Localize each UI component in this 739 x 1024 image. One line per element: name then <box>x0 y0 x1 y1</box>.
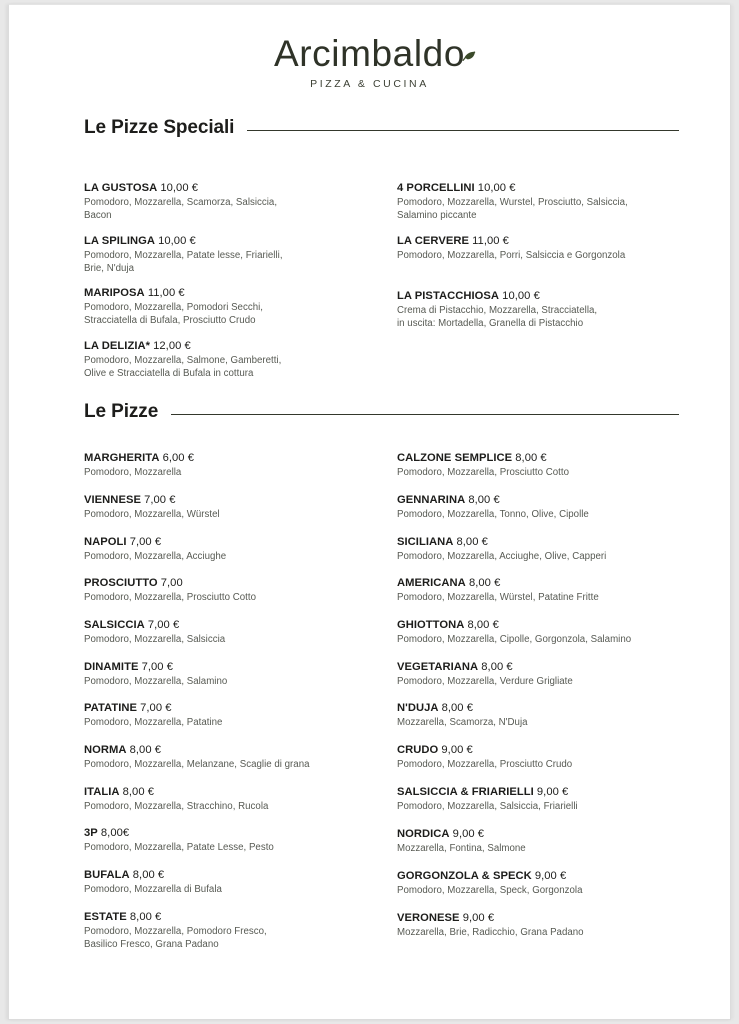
menu-item-name: AMERICANA <box>397 577 466 589</box>
menu-item-description-line: Pomodoro, Mozzarella di Bufala <box>84 884 222 895</box>
menu-item-description-line: Pomodoro, Mozzarella, Prosciutto Crudo <box>397 759 573 770</box>
menu-item-title <box>84 493 384 507</box>
menu-item-title <box>397 576 697 590</box>
menu-item-description-line: Pomodoro, Mozzarella, Acciughe, Olive, Capperi <box>397 551 607 562</box>
menu-item <box>397 181 697 222</box>
menu-item-price: 10,00 € <box>160 182 199 194</box>
menu-item-title <box>397 535 697 549</box>
menu-item-description <box>397 304 697 330</box>
menu-item-description-line: Pomodoro, Mozzarella, Patate Lesse, Pesto <box>84 842 274 853</box>
menu-item-description-line: Pomodoro, Mozzarella, Würstel, Patatine Fritte <box>397 592 599 603</box>
menu-item-name: CALZONE SEMPLICE <box>397 452 513 464</box>
menu-item <box>84 535 384 563</box>
menu-item <box>397 618 697 646</box>
menu-item-description <box>397 633 697 646</box>
menu-item <box>84 181 384 222</box>
menu-item-description-line: Basilico Fresco, Grana Padano <box>84 939 219 951</box>
menu-item-name: 4 PORCELLINI <box>397 182 475 194</box>
menu-item-description <box>397 884 697 897</box>
menu-item-title <box>397 289 697 303</box>
menu-item-title <box>397 234 697 248</box>
menu-item-name: NAPOLI <box>84 536 127 548</box>
section-divider <box>171 414 679 415</box>
section-le-pizze <box>84 401 679 951</box>
menu-item-description-line: Pomodoro, Mozzarella, Pomodoro Fresco, <box>84 926 267 937</box>
section-header <box>84 117 679 139</box>
menu-item-description <box>84 633 384 646</box>
menu-item-description-line: Olive e Stracciatella di Bufala in cottura <box>84 368 254 380</box>
menu-item <box>84 868 384 896</box>
menu-item-name: LA CERVERE <box>397 235 469 247</box>
menu-item-name: GHIOTTONA <box>397 619 465 631</box>
menu-item-description <box>84 675 384 688</box>
menu-item-description <box>397 800 697 813</box>
menu-item <box>397 535 697 563</box>
menu-item-title <box>84 535 384 549</box>
menu-page <box>8 4 731 1020</box>
menu-item-title <box>84 910 384 924</box>
menu-item <box>397 660 697 688</box>
menu-item-price: 7,00 € <box>140 702 172 714</box>
menu-item-title <box>397 660 697 674</box>
menu-item-description-line: Bacon <box>84 210 112 222</box>
menu-item-price: 8,00 € <box>515 452 547 464</box>
menu-item-price: 6,00 € <box>162 452 195 464</box>
menu-item-description-line: Pomodoro, Mozzarella, Pomodori Secchi, <box>84 302 263 313</box>
menu-item-name: LA GUSTOSA <box>84 182 158 194</box>
menu-item-description <box>397 758 697 771</box>
menu-item-description-line: Salamino piccante <box>397 210 477 222</box>
menu-item-description <box>84 466 384 479</box>
menu-item-name: VERONESE <box>397 912 460 924</box>
menu-item-price: 10,00 € <box>502 290 540 302</box>
menu-item-description-line: Pomodoro, Mozzarella, Tonno, Olive, Cipolle <box>397 509 589 520</box>
menu-item-description <box>84 883 384 896</box>
menu-item-description-line: Pomodoro, Mozzarella, Salsiccia, Friarielli <box>397 801 578 812</box>
menu-item-description <box>84 800 384 813</box>
logo-subtitle: PIZZA & CUCINA <box>310 78 429 90</box>
menu-item-name: N'DUJA <box>397 702 439 714</box>
menu-item-price: 8,00 € <box>468 577 501 589</box>
menu-item-description <box>84 550 384 563</box>
menu-item-title <box>84 576 384 590</box>
menu-item-description <box>397 716 697 729</box>
menu-item-description-line: Mozzarella, Brie, Radicchio, Grana Padano <box>397 927 584 938</box>
menu-item-price: 9,00 € <box>452 828 485 840</box>
menu-item-name: GORGONZOLA & SPECK <box>397 870 532 882</box>
menu-item-price: 8,00 € <box>481 661 513 673</box>
menu-item-description-line: Pomodoro, Mozzarella, Speck, Gorgonzola <box>397 885 583 896</box>
menu-item-price: 8,00 € <box>468 494 500 506</box>
menu-item-title <box>397 451 697 465</box>
menu-item-description <box>397 842 697 855</box>
menu-item-name: PATATINE <box>84 702 138 714</box>
menu-item-description-line: Pomodoro, Mozzarella, Würstel <box>84 509 220 520</box>
menu-item-description-line: Pomodoro, Mozzarella, Patate lesse, Friarielli, <box>84 250 283 261</box>
menu-item-title <box>397 911 697 925</box>
leaf-icon <box>457 44 479 66</box>
menu-item-description-line: Mozzarella, Scamorza, N'Duja <box>397 717 528 728</box>
menu-item-description <box>84 716 384 729</box>
section-header <box>84 401 679 423</box>
menu-item-description <box>397 196 697 222</box>
menu-item-description-line: Pomodoro, Mozzarella, Cipolle, Gorgonzola, Salamino <box>397 634 632 645</box>
menu-item-price: 9,00 € <box>534 870 567 882</box>
menu-item-title <box>397 618 697 632</box>
menu-item-price: 11,00 € <box>472 235 509 247</box>
menu-item <box>397 451 697 479</box>
menu-item-title <box>397 493 697 507</box>
menu-item-name: CRUDO <box>397 744 439 756</box>
menu-item-price: 9,00 € <box>462 912 495 924</box>
menu-item-title <box>84 181 384 195</box>
menu-item-description <box>397 550 697 563</box>
menu-item-description-line: Pomodoro, Mozzarella, Patatine <box>84 717 223 728</box>
menu-item <box>84 339 384 380</box>
menu-item-price: 8,00 € <box>132 869 165 881</box>
menu-item-description-line: Pomodoro, Mozzarella, Melanzane, Scaglie di grana <box>84 759 310 770</box>
menu-item-description <box>84 196 384 222</box>
menu-item-title <box>397 785 697 799</box>
menu-item-name: VEGETARIANA <box>397 661 479 673</box>
menu-item-price: 8,00 € <box>467 619 499 631</box>
menu-item <box>84 576 384 604</box>
restaurant-logo <box>9 35 730 90</box>
menu-item-description-line: Pomodoro, Mozzarella, Salsiccia <box>84 634 226 645</box>
menu-item <box>84 743 384 771</box>
menu-item-description-line: Pomodoro, Mozzarella, Wurstel, Prosciutto, Salsiccia, <box>397 197 628 208</box>
menu-item-price: 7,00 € <box>141 661 173 673</box>
menu-item-title <box>84 660 384 674</box>
menu-item-name: NORMA <box>84 744 127 756</box>
menu-item-description <box>397 466 697 479</box>
menu-item-price: 8,00 € <box>129 744 162 756</box>
menu-item-description-line: Brie, N'duja <box>84 263 135 275</box>
menu-item-description-line: Pomodoro, Mozzarella <box>84 467 182 478</box>
logo-wordmark-text: Arcimbaldo <box>273 33 466 74</box>
section-title: Le Pizze Speciali <box>84 117 235 138</box>
menu-item-description-line: Mozzarella, Fontina, Salmone <box>397 843 526 854</box>
menu-item-title <box>397 869 697 883</box>
menu-item-price: 7,00 € <box>144 494 176 506</box>
menu-item <box>84 785 384 813</box>
menu-item-title <box>84 826 384 840</box>
menu-item-name: DINAMITE <box>84 661 139 673</box>
menu-item-price: 7,00 <box>160 577 183 589</box>
menu-item <box>397 911 697 939</box>
menu-item <box>84 660 384 688</box>
menu-item-title <box>84 868 384 882</box>
logo-wordmark <box>274 35 465 72</box>
menu-item-name: PROSCIUTTO <box>84 577 158 589</box>
menu-item-description <box>397 675 697 688</box>
menu-item-price: 9,00 € <box>536 786 569 798</box>
menu-item-name: SALSICCIA <box>84 619 145 631</box>
menu-item <box>84 493 384 521</box>
menu-item <box>397 576 697 604</box>
menu-item <box>84 451 384 479</box>
menu-item-price: 8,00 € <box>129 911 162 923</box>
menu-item-title <box>397 181 697 195</box>
menu-item-description <box>84 508 384 521</box>
menu-item <box>397 743 697 771</box>
menu-item-price: 10,00 € <box>158 235 196 247</box>
menu-item-description-line: Pomodoro, Mozzarella, Scamorza, Salsiccia, <box>84 197 278 208</box>
menu-item-name: SICILIANA <box>397 536 454 548</box>
menu-item-description <box>397 508 697 521</box>
menu-item-title <box>84 339 384 353</box>
menu-item-description-line: Pomodoro, Mozzarella, Porri, Salsiccia e Gorgonzola <box>397 250 626 261</box>
menu-item <box>397 289 697 330</box>
menu-item-name: LA SPILINGA <box>84 235 155 247</box>
menu-item <box>397 869 697 897</box>
menu-item-name: BUFALA <box>84 869 130 881</box>
menu-item-description <box>397 249 697 262</box>
section-title: Le Pizze <box>84 401 159 422</box>
menu-item-description-line: Pomodoro, Mozzarella, Salmone, Gamberetti, <box>84 355 282 366</box>
menu-item-description-line: in uscita: Mortadella, Granella di Pistacchio <box>397 318 584 330</box>
menu-item-name: ESTATE <box>84 911 127 923</box>
menu-item-price: 8,00 € <box>456 536 488 548</box>
menu-item <box>84 910 384 951</box>
menu-item-title <box>397 827 697 841</box>
menu-item-price: 8,00 € <box>122 786 155 798</box>
menu-item-title <box>84 618 384 632</box>
menu-item-description-line: Pomodoro, Mozzarella, Prosciutto Cotto <box>397 467 569 478</box>
menu-item-description <box>84 758 384 771</box>
menu-item-description <box>84 925 384 951</box>
menu-item-description <box>84 591 384 604</box>
menu-item-title <box>84 451 384 465</box>
menu-item-price: 10,00 € <box>477 182 516 194</box>
section-divider <box>247 130 679 131</box>
section-le-pizze-speciali <box>84 117 679 380</box>
menu-item-name: SALSICCIA & FRIARIELLI <box>397 786 534 798</box>
menu-item-description <box>84 301 384 327</box>
menu-item-name: ITALIA <box>84 786 120 798</box>
menu-item <box>397 493 697 521</box>
menu-item-name: LA DELIZIA* <box>84 340 151 352</box>
menu-item-price: 7,00 € <box>147 619 180 631</box>
menu-item-description-line: Stracciatella di Bufala, Prosciutto Crudo <box>84 315 256 327</box>
menu-item-title <box>84 701 384 715</box>
menu-item <box>397 827 697 855</box>
menu-item-description-line: Pomodoro, Mozzarella, Salamino <box>84 676 228 687</box>
menu-item-price: 9,00 € <box>441 744 473 756</box>
menu-item-price: 8,00 € <box>441 702 474 714</box>
menu-item-title <box>397 743 697 757</box>
menu-item-name: MARIPOSA <box>84 287 145 299</box>
menu-item-title <box>84 234 384 248</box>
menu-item-name: LA PISTACCHIOSA <box>397 290 500 302</box>
menu-item <box>84 234 384 275</box>
menu-item-description-line: Pomodoro, Mozzarella, Acciughe <box>84 551 227 562</box>
menu-item-description-line: Crema di Pistacchio, Mozzarella, Stracciatella, <box>397 305 598 316</box>
menu-item-name: 3P <box>84 827 98 839</box>
menu-item-description-line: Pomodoro, Mozzarella, Stracchino, Rucola <box>84 801 269 812</box>
menu-item-price: 11,00 € <box>147 287 185 299</box>
menu-item <box>84 826 384 854</box>
menu-item <box>397 785 697 813</box>
menu-item-description <box>84 249 384 275</box>
menu-item-title <box>84 286 384 300</box>
menu-item-title <box>84 785 384 799</box>
menu-item-description <box>84 841 384 854</box>
menu-item-name: VIENNESE <box>84 494 141 506</box>
menu-item-price: 7,00 € <box>129 536 162 548</box>
menu-item-description <box>84 354 384 380</box>
menu-item-description <box>397 926 697 939</box>
menu-item <box>397 234 697 262</box>
menu-item <box>84 618 384 646</box>
menu-item-description-line: Pomodoro, Mozzarella, Verdure Grigliate <box>397 676 573 687</box>
menu-item-name: GENNARINA <box>397 494 466 506</box>
menu-item-description-line: Pomodoro, Mozzarella, Prosciutto Cotto <box>84 592 256 603</box>
menu-item-title <box>397 701 697 715</box>
menu-item <box>84 701 384 729</box>
menu-item-price: 8,00€ <box>100 827 130 839</box>
menu-item-name: NORDICA <box>397 828 450 840</box>
menu-item <box>84 286 384 327</box>
menu-item-title <box>84 743 384 757</box>
menu-item <box>397 701 697 729</box>
menu-item-name: MARGHERITA <box>84 452 160 464</box>
menu-item-description <box>397 591 697 604</box>
menu-item-price: 12,00 € <box>153 340 191 352</box>
